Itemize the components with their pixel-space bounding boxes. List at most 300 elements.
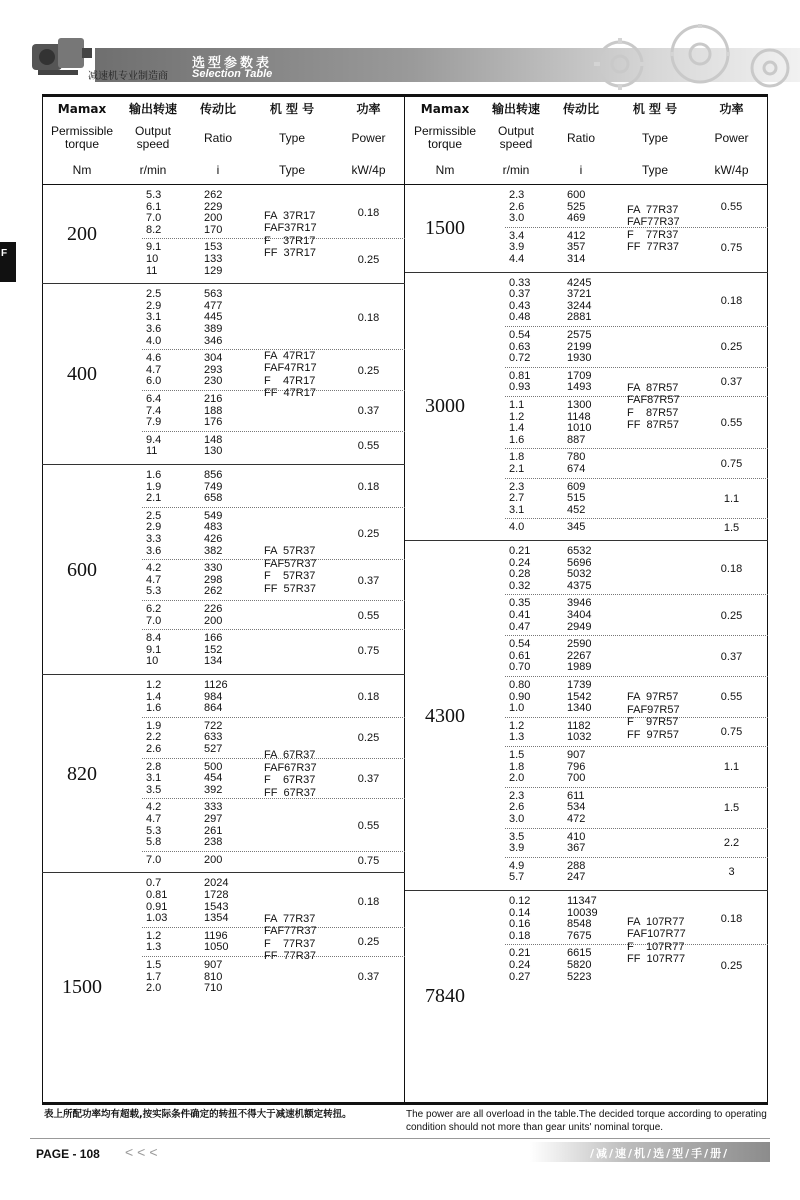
ratio: 810	[204, 970, 223, 983]
ratio: 1032	[567, 731, 592, 744]
permissible-torque: 4300	[425, 704, 465, 727]
output-speed: 6.4	[146, 392, 162, 405]
power-value: 0.18	[357, 895, 380, 908]
table-row	[42, 983, 405, 995]
block-separator	[505, 478, 768, 479]
output-speed: 3.5	[509, 830, 525, 843]
output-speed: 1.03	[146, 912, 168, 925]
ratio: 230	[204, 375, 223, 388]
power-value: 0.37	[720, 650, 743, 663]
column-header-cn: 功率	[356, 102, 381, 116]
power-value: 1.1	[723, 492, 740, 505]
torque-group	[42, 284, 405, 465]
ratio: 152	[204, 643, 223, 656]
ratio: 864	[204, 702, 223, 715]
column-header-en: Ratio	[566, 131, 595, 145]
selection-table	[42, 94, 768, 1106]
power-value: 0.18	[357, 207, 380, 220]
power-value: 0.25	[357, 528, 380, 540]
company-slogan: 减速机专业制造商	[88, 71, 168, 82]
ratio: 5820	[567, 959, 592, 971]
output-speed: 6.1	[146, 200, 162, 213]
ratio: 563	[204, 288, 223, 301]
ratio: 2575	[567, 328, 592, 341]
permissible-torque: 1500	[62, 976, 102, 999]
power-value: 0.75	[720, 457, 743, 470]
gear-unit-type: FA 47R17 FAF47R17 F 47R17 FF 47R17	[264, 349, 317, 400]
power-value: 0.37	[357, 405, 380, 418]
output-speed: 1.9	[146, 719, 162, 732]
table-row	[405, 750, 768, 762]
output-speed: 0.27	[509, 970, 531, 983]
output-speed: 10	[146, 655, 159, 668]
ratio: 2199	[567, 340, 592, 353]
ratio: 454	[204, 772, 223, 785]
output-speed: 7.0	[146, 614, 162, 627]
ratio: 3244	[567, 299, 592, 312]
table-row	[42, 721, 405, 733]
ratio: 1126	[204, 679, 228, 691]
table-row	[42, 470, 405, 482]
ratio: 500	[204, 760, 223, 773]
column-header-unit: Type	[278, 163, 305, 177]
column-header-en: Power	[351, 131, 386, 145]
ratio: 333	[204, 801, 223, 814]
ratio: 262	[204, 585, 223, 598]
side-section-tab: F	[0, 242, 16, 282]
ratio: 2267	[567, 649, 592, 662]
torque-group	[42, 873, 405, 1102]
ratio: 1989	[567, 661, 592, 674]
output-speed: 2.3	[509, 189, 525, 201]
output-speed: 1.1	[509, 398, 525, 411]
output-speed: 0.16	[509, 918, 531, 931]
table-row	[405, 330, 768, 342]
table-row	[42, 511, 405, 523]
block-separator	[505, 787, 768, 788]
power-value: 0.37	[720, 376, 743, 389]
output-speed: 4.7	[146, 573, 162, 586]
table-row	[405, 791, 768, 803]
output-speed: 3.9	[509, 241, 525, 254]
block-separator	[142, 851, 405, 852]
header-title-cn: 选型参数表	[192, 56, 273, 71]
power-value: 0.37	[357, 773, 380, 785]
power-value: 3	[728, 866, 735, 879]
power-value: 0.55	[357, 819, 380, 832]
table-row	[42, 785, 405, 797]
ratio: 261	[204, 824, 223, 837]
table-row	[405, 312, 768, 324]
ratio: 452	[567, 503, 586, 516]
ratio: 1010	[567, 422, 592, 435]
ratio: 600	[567, 189, 586, 201]
table-row	[42, 190, 405, 202]
ratio: 2881	[567, 311, 592, 324]
ratio: 200	[204, 212, 223, 225]
right-table-half	[405, 94, 768, 1105]
table-row	[42, 656, 405, 668]
ratio: 3721	[567, 288, 592, 301]
ratio: 389	[204, 322, 223, 335]
ratio: 5223	[567, 970, 592, 983]
table-row	[42, 703, 405, 715]
ratio: 722	[204, 719, 223, 732]
column-header-cn: 输出转速	[128, 102, 177, 116]
output-speed: 4.0	[509, 521, 525, 534]
output-speed: 1.8	[509, 760, 525, 773]
output-speed: 7.9	[146, 416, 162, 429]
ratio: 6532	[567, 545, 592, 557]
output-speed: 2.5	[146, 509, 162, 522]
output-speed: 2.6	[509, 801, 525, 814]
table-row	[405, 662, 768, 674]
power-value: 0.18	[357, 312, 380, 325]
table-row	[405, 546, 768, 558]
power-value: 1.1	[723, 761, 740, 774]
column-header-en: Ratio	[203, 131, 232, 145]
output-speed: 6.0	[146, 375, 162, 388]
power-value: 2.2	[723, 837, 740, 850]
table-row	[405, 896, 768, 908]
ratio: 887	[567, 433, 586, 446]
table-row	[42, 744, 405, 756]
table-row	[405, 680, 768, 692]
output-speed: 1.4	[509, 422, 525, 435]
output-speed: 1.6	[509, 433, 525, 446]
ratio: 1493	[567, 381, 592, 394]
table-row	[42, 289, 405, 301]
ratio: 472	[567, 813, 586, 825]
column-header-en: Output speed	[497, 124, 535, 151]
power-value: 0.75	[720, 726, 743, 739]
ratio: 1182	[567, 719, 591, 732]
ratio: 8548	[567, 918, 592, 931]
output-speed: 5.3	[146, 585, 162, 598]
column-header-cn: 功率	[719, 102, 744, 116]
ratio: 2590	[567, 638, 592, 651]
power-value: 0.18	[720, 294, 743, 307]
output-speed: 9.1	[146, 241, 162, 254]
ratio: 412	[567, 229, 586, 242]
power-value: 0.55	[720, 417, 743, 430]
ratio: 4375	[567, 579, 592, 592]
column-header-cn: 传动比	[199, 102, 236, 116]
table-row	[42, 802, 405, 814]
table-row	[42, 546, 405, 558]
output-speed: 0.18	[509, 929, 531, 942]
column-header-cn: Mamax	[420, 102, 470, 116]
output-speed: 8.2	[146, 223, 162, 236]
output-speed: 0.21	[509, 947, 531, 960]
table-row	[42, 353, 405, 365]
ratio: 304	[204, 352, 223, 365]
output-speed: 0.47	[509, 620, 531, 633]
output-speed: 0.24	[509, 556, 531, 569]
table-row	[42, 762, 405, 774]
output-speed: 1.2	[146, 679, 162, 691]
power-value: 0.55	[357, 440, 380, 453]
power-value: 0.18	[720, 563, 743, 576]
output-speed: 0.7	[146, 877, 162, 890]
output-speed: 1.2	[509, 410, 525, 423]
ratio: 1542	[567, 690, 592, 703]
output-speed: 3.0	[509, 212, 525, 225]
permissible-torque: 820	[67, 762, 97, 785]
ratio: 4245	[567, 276, 592, 289]
output-speed: 3.9	[509, 842, 525, 855]
ratio: 5696	[567, 556, 592, 569]
gear-unit-type: FA 97R57 FAF97R57 F 97R57 FF 97R57	[627, 691, 680, 741]
ratio: 2949	[567, 620, 592, 633]
output-speed: 0.37	[509, 288, 531, 301]
ratio: 130	[204, 445, 223, 458]
column-header-unit: r/min	[139, 163, 167, 177]
footer-divider	[30, 1138, 770, 1139]
output-speed: 3.1	[146, 311, 162, 324]
ratio: 796	[567, 760, 586, 773]
ratio: 133	[204, 253, 223, 265]
ratio: 345	[567, 521, 586, 534]
ratio: 483	[204, 521, 223, 534]
output-speed: 0.80	[509, 679, 531, 691]
output-speed: 4.9	[509, 859, 525, 872]
output-speed: 1.6	[146, 469, 162, 481]
ratio: 6615	[567, 947, 592, 960]
table-row	[42, 680, 405, 692]
table-row	[42, 913, 405, 925]
power-value: 0.37	[357, 971, 380, 984]
ratio: 1543	[204, 900, 229, 913]
table-row	[405, 931, 768, 943]
ratio: 367	[567, 842, 586, 855]
column-header-cn: 机 型 号	[269, 102, 315, 116]
power-value: 0.75	[357, 644, 380, 657]
table-row	[405, 435, 768, 447]
column-header-cn: 机 型 号	[632, 102, 678, 116]
output-speed: 2.9	[146, 521, 162, 534]
ratio: 262	[204, 189, 223, 201]
column-header-unit: i	[216, 163, 220, 177]
table-row	[405, 622, 768, 634]
table-row	[405, 505, 768, 517]
table-row	[42, 563, 405, 575]
power-value: 0.55	[357, 609, 380, 622]
ratio: 1709	[567, 369, 592, 382]
permissible-torque: 400	[67, 363, 97, 386]
ratio: 216	[204, 392, 223, 405]
ratio: 5032	[567, 568, 592, 581]
gear-unit-type: FA 37R17 FAF37R17 F 37R17 FF 37R17	[264, 209, 317, 260]
output-speed: 1.8	[509, 451, 525, 464]
power-value: 0.18	[357, 691, 380, 704]
power-value: 0.75	[720, 242, 743, 255]
ratio: 357	[567, 241, 586, 254]
output-speed: 4.7	[146, 813, 162, 825]
output-speed: 0.72	[509, 352, 531, 365]
output-speed: 0.61	[509, 649, 531, 662]
ratio: 1354	[204, 912, 229, 925]
output-speed: 2.3	[509, 789, 525, 802]
output-speed: 3.3	[146, 533, 162, 545]
book-title: /减/速/机/选/型/手/册/	[590, 1147, 730, 1160]
power-value: 1.5	[723, 522, 740, 535]
output-speed: 1.4	[146, 690, 162, 703]
ratio: 527	[204, 743, 223, 755]
output-speed: 0.12	[509, 895, 531, 907]
gear-motor-logo-icon	[28, 30, 96, 82]
column-header-en: Output speed	[134, 124, 172, 151]
output-speed: 5.7	[509, 871, 525, 884]
output-speed: 0.54	[509, 638, 531, 651]
output-speed: 1.2	[146, 929, 162, 942]
ratio: 247	[567, 871, 586, 884]
table-row	[405, 190, 768, 202]
table-row	[42, 417, 405, 429]
output-speed: 2.8	[146, 760, 162, 773]
gear-unit-type: FA 87R57 FAF87R57 F 87R57 FF 87R57	[627, 381, 680, 432]
block-separator	[142, 507, 405, 508]
gear-unit-type: FA 107R77 FAF107R77 F 107R77 FF 107R77	[627, 915, 686, 966]
power-value: 0.25	[720, 341, 743, 354]
block-separator	[505, 828, 768, 829]
block-separator	[505, 676, 768, 677]
header-title-en: Selection Table	[192, 68, 273, 80]
power-value: 0.18	[357, 481, 380, 494]
ratio: 611	[567, 789, 585, 802]
ratio: 534	[567, 801, 586, 814]
block-separator	[505, 635, 768, 636]
output-speed: 2.7	[509, 492, 525, 505]
ratio: 1050	[204, 941, 229, 954]
ratio: 153	[204, 241, 223, 254]
output-speed: 3.6	[146, 322, 162, 335]
output-speed: 1.3	[146, 941, 162, 954]
ratio: 549	[204, 509, 223, 522]
gears-decoration-icon	[560, 24, 800, 90]
ratio: 346	[204, 334, 223, 347]
ratio: 609	[567, 480, 586, 493]
output-speed: 2.5	[146, 288, 162, 301]
ratio: 200	[204, 853, 223, 866]
output-speed: 2.3	[509, 480, 525, 493]
column-header-en: Permissible torque	[413, 124, 476, 151]
output-speed: 7.0	[146, 212, 162, 225]
output-speed: 0.35	[509, 597, 531, 610]
output-speed: 0.33	[509, 276, 531, 289]
output-speed: 5.3	[146, 189, 162, 201]
power-value: 0.25	[720, 959, 743, 972]
table-row	[42, 301, 405, 313]
power-value: 0.25	[357, 253, 380, 266]
ratio: 238	[204, 836, 223, 849]
output-speed: 4.7	[146, 363, 162, 376]
ratio: 7675	[567, 929, 592, 942]
block-separator	[505, 594, 768, 595]
ratio: 633	[204, 731, 223, 744]
output-speed: 2.6	[146, 743, 162, 755]
ratio: 382	[204, 544, 223, 557]
ratio: 525	[567, 200, 586, 213]
output-speed: 4.4	[509, 253, 525, 265]
table-row	[42, 394, 405, 406]
output-speed: 0.14	[509, 906, 531, 919]
ratio: 515	[567, 492, 586, 505]
ratio: 314	[567, 253, 586, 265]
torque-group	[405, 891, 768, 1102]
ratio: 445	[204, 311, 223, 324]
output-speed: 0.21	[509, 545, 531, 557]
ratio: 229	[204, 200, 223, 213]
output-speed: 1.5	[509, 749, 525, 761]
output-speed: 4.6	[146, 352, 162, 365]
power-value: 1.5	[723, 802, 740, 815]
table-row	[405, 400, 768, 412]
power-value: 0.55	[720, 691, 743, 704]
column-header-cn: 输出转速	[491, 102, 540, 116]
ratio: 11347	[567, 895, 597, 907]
output-speed: 2.1	[146, 492, 162, 505]
block-separator	[505, 448, 768, 449]
power-value: 0.25	[357, 936, 380, 949]
column-header-unit: Nm	[435, 163, 455, 177]
torque-group	[405, 185, 768, 273]
table-row	[405, 773, 768, 785]
power-value: 0.25	[357, 732, 380, 745]
ratio: 330	[204, 562, 223, 575]
output-speed: 8.4	[146, 632, 162, 645]
torque-group	[42, 185, 405, 284]
output-speed: 3.0	[509, 813, 525, 825]
table-row	[405, 254, 768, 266]
output-speed: 1.7	[146, 970, 162, 983]
output-speed: 4.0	[146, 334, 162, 347]
column-header-en: Type	[641, 131, 668, 145]
permissible-torque: 7840	[425, 985, 465, 1007]
ratio: 288	[567, 859, 586, 872]
power-value: 0.25	[357, 364, 380, 377]
output-speed: 3.1	[146, 772, 162, 785]
ratio: 297	[204, 813, 223, 825]
output-speed: 1.5	[146, 958, 162, 971]
table-row	[42, 586, 405, 598]
table-row	[405, 703, 768, 715]
output-speed: 5.8	[146, 836, 162, 849]
output-speed: 1.6	[146, 702, 162, 715]
ratio: 2024	[204, 877, 229, 890]
ratio: 129	[204, 264, 223, 277]
ratio: 907	[204, 958, 223, 971]
output-speed: 7.0	[146, 853, 162, 866]
ratio: 1300	[567, 398, 592, 411]
torque-group	[405, 541, 768, 891]
output-speed: 1.3	[509, 731, 525, 744]
page-number: PAGE - 108	[36, 1147, 100, 1161]
table-row	[42, 266, 405, 278]
output-speed: 0.48	[509, 311, 531, 324]
table-row	[42, 633, 405, 645]
output-speed: 1.9	[146, 480, 162, 493]
output-speed: 7.4	[146, 404, 162, 417]
column-header-unit: r/min	[502, 163, 530, 177]
column-header-cn: Mamax	[57, 102, 107, 116]
ratio: 780	[567, 451, 586, 464]
permissible-torque: 200	[67, 223, 97, 246]
gear-unit-type: FA 77R37 FAF77R37 F 77R37 FF 77R37	[264, 912, 317, 963]
output-speed: 4.2	[146, 562, 162, 575]
table-row	[405, 482, 768, 494]
block-separator	[142, 717, 405, 718]
